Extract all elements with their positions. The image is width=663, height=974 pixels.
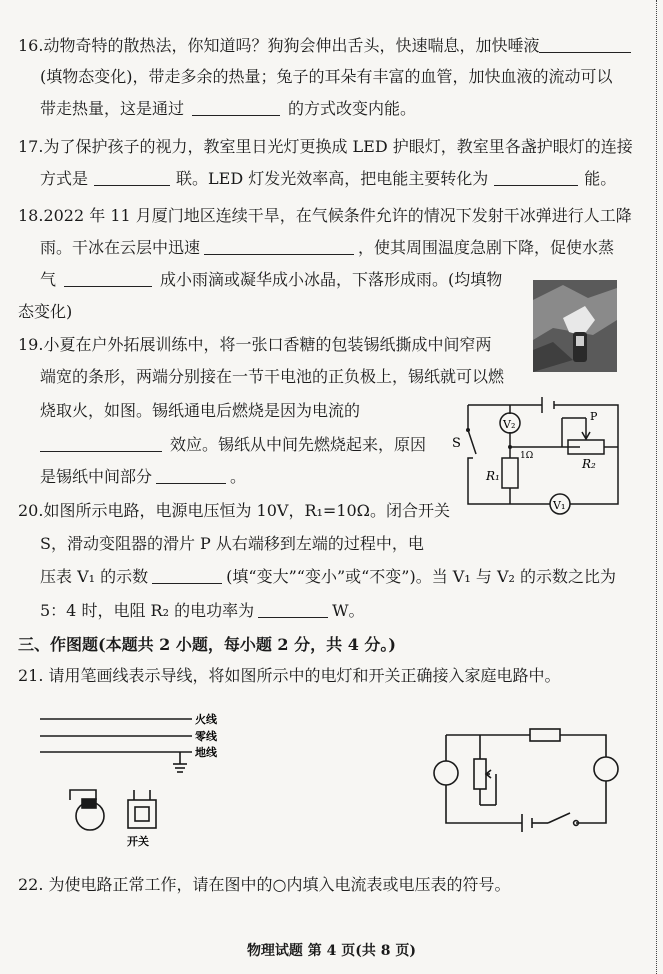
- q16-line3: 带走热量，这是通过 的方式改变内能。: [40, 99, 417, 118]
- q17-line2: 方式是 联。LED 灯发光效率高，把电能主要转化为 能。: [40, 169, 617, 188]
- q18-line3: 气 成小雨滴或凝华成小冰晶，下落形成雨。(均填物: [40, 270, 503, 289]
- q22-text: 22. 为使电路正常工作，请在图中的○内填入电流表或电压表的符号。: [18, 875, 511, 894]
- q19-line4: 效应。锡纸从中间先燃烧起来，原因: [40, 434, 426, 456]
- r2-label: R₂: [582, 457, 596, 471]
- q16-line2: (填物态变化)，带走多余的热量；兔子的耳朵有丰富的血管，加快血液的流动可以: [40, 67, 613, 86]
- slider-p-label: P: [590, 410, 598, 423]
- live-wire-label: 火线: [195, 713, 217, 726]
- switch-label: 开关: [127, 835, 149, 848]
- q20-line4: 5：4 时，电阻 R₂ 的电功率为 W。: [40, 601, 365, 620]
- q18-line1: 18.2022 年 11 月厦门地区连续干旱，在气候条件允许的情况下发射干冰弹进行人工降: [18, 206, 632, 225]
- q17-line1: 17.为了保护孩子的视力，教室里日光灯更换成 LED 护眼灯，教室里各盏护眼灯的连接: [18, 137, 633, 156]
- foil-burning-photo: [533, 280, 617, 372]
- neutral-wire-label: 零线: [195, 730, 217, 743]
- q21-wiring-diagram: [30, 708, 260, 853]
- v2-label: V₂: [503, 418, 516, 431]
- q20-circuit-diagram: [450, 392, 640, 518]
- ground-wire-label: 地线: [195, 746, 217, 759]
- q20-line1: 20.如图所示电路，电源电压恒为 10V，R₁=10Ω。闭合开关: [18, 501, 450, 520]
- q19-line3: 烧取火，如图。锡纸通电后燃烧是因为电流的: [40, 401, 361, 420]
- q20-line3: 压表 V₁ 的示数 (填“变大”“变小”或“不变”)。当 V₁ 与 V₂ 的示数之比为: [40, 567, 617, 586]
- q19-line5: 是锡纸中间部分 。: [40, 467, 247, 486]
- v1-label: V₁: [553, 499, 566, 512]
- q18-line4: 态变化): [18, 302, 73, 321]
- switch-s-label: S: [452, 436, 461, 451]
- q19-line2: 端宽的条形，两端分别接在一节干电池的正负极上，锡纸就可以燃: [40, 367, 505, 386]
- r1-value-label: 1Ω: [520, 451, 534, 461]
- page-footer: 物理试题 第 4 页(共 8 页): [246, 943, 417, 959]
- binding-edge-dotted: [656, 0, 657, 974]
- section3-heading: 三、作图题(本题共 2 小题，每小题 2 分，共 4 分。): [18, 635, 396, 654]
- q19-line1: 19.小夏在户外拓展训练中，将一张口香糖的包装锡纸撕成中间窄两: [18, 335, 492, 354]
- r1-label: R₁: [486, 469, 500, 483]
- q16-line1: 16.动物奇特的散热法，你知道吗？狗狗会伸出舌头，快速喘息，加快唾液: [18, 35, 631, 57]
- q20-line2: S，滑动变阻器的滑片 P 从右端移到左端的过程中，电: [40, 534, 424, 553]
- q18-line2: 雨。干冰在云层中迅速 ，使其周围温度急剧下降，促使水蒸: [40, 238, 615, 257]
- q21-text: 21. 请用笔画线表示导线，将如图所示中的电灯和开关正确接入家庭电路中。: [18, 666, 561, 685]
- q22-circuit-diagram: [430, 725, 630, 835]
